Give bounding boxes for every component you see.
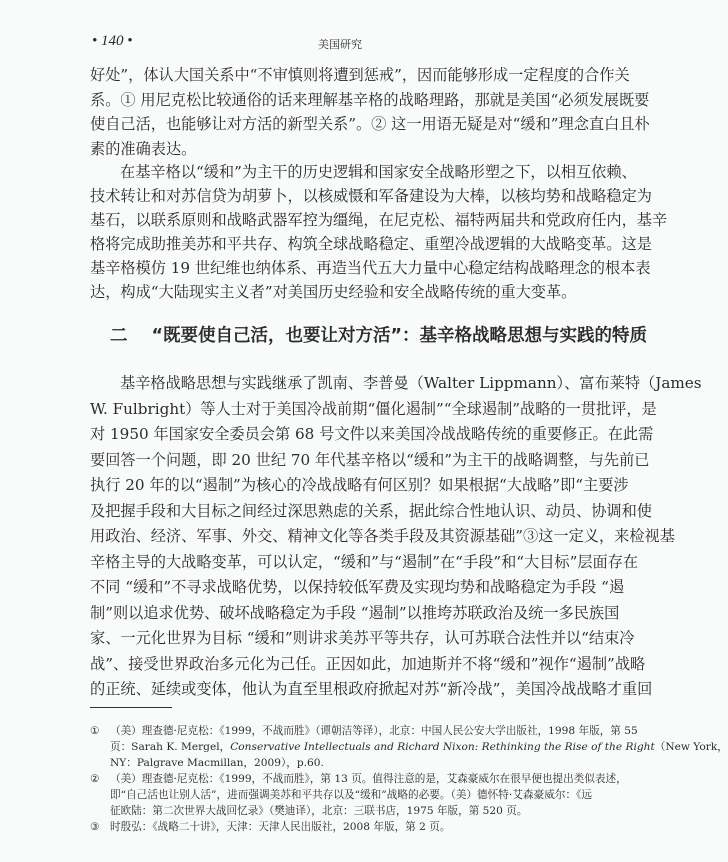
footnote-divider [90, 707, 172, 708]
text-line: 执行 20 年的以“遏制”为核心的冷战战略有何区别？如果根据“大战略”即“主要涉 [90, 476, 629, 494]
text-line: 好处”，体认大国关系中“不审慎则将遭到惩戒”，因而能够形成一定程度的合作关 [90, 66, 630, 84]
text-line: 基辛格模仿 19 世纪维也纳体系、再造当代五大力量中心稳定结构战略理念的根本表 [90, 259, 651, 277]
text-line: 在基辛格以“缓和”为主干的历史逻辑和国家安全战略形塑之下，以相互依赖、 [120, 163, 637, 181]
footnote-mark: ② [90, 773, 100, 785]
citation-text: 页：Sarah K. Mergel， [110, 741, 231, 753]
text-line: 系。① 用尼克松比较通俗的话来理解基辛格的战略理路，那就是美国“必须发展既要 [90, 90, 650, 109]
text-line: 制”则以追求优势、破坏战略稳定为手段 “遏制”以推垮苏联政治及统一多民族国 [90, 603, 620, 622]
footnote-row [90, 755, 592, 771]
footnote-row [90, 819, 592, 835]
text-line: 用政治、经济、军事、外交、精神文化等各类手段及其资源基础”③这一定义，来检视基 [90, 527, 675, 545]
text-line: 家、一元化世界为目标 “缓和”则讲求美苏平等共存，认可苏联合法性并以“结束冷 [90, 629, 635, 647]
text-line: 达，构成“大陆现实主义者”对美国历史经验和安全战略传统的重大变革。 [90, 283, 577, 301]
footnote-line: （美）理查德·尼克松：《1999，不战而胜》（谭朝洁等译），北京：中国人民公安大学出版社，1998 年版，第 55 [110, 725, 638, 737]
footnote-mark: ① [90, 725, 100, 737]
footnote-row [90, 739, 728, 755]
section-heading [110, 322, 647, 350]
paragraph-3 [90, 371, 702, 703]
footnote-line: （美）理查德·尼克松：《1999，不战而胜》，第 13 页。值得注意的是，艾森豪威尔在很早便也提出类似表述， [110, 773, 627, 785]
text-line: 不同 “缓和”不寻求战略优势，以保持较低军费及实现均势和战略稳定为手段 “遏 [90, 578, 625, 596]
footnote-row [90, 771, 627, 787]
text-line: 基辛格战略思想与实践继承了凯南、李普曼（Walter Lippmann）、富布莱特（James [120, 374, 702, 392]
citation-text: （New York， [654, 741, 728, 753]
paragraph-2 [90, 160, 668, 304]
text-line: 基石，以联系原则和战略武器军控为缰绳，在尼克松、福特两届共和党政府任内，基辛 [90, 211, 668, 229]
page-number: • 140 • [92, 33, 133, 49]
footnote-line: 即“自己活也让别人活”，进而强调美苏和平共存以及“缓和”战略的必要。（美）德怀特·艾森豪威尔：《远 [110, 789, 592, 801]
text-line: 技术转让和对苏信贷为胡萝卜，以核威慑和军备建设为大棒，以核均势和战略稳定为 [90, 187, 652, 205]
section-title: “既要使自己活，也要让对方活”：基辛格战略思想与实践的特质 [151, 326, 648, 346]
footnote-row [90, 723, 638, 739]
text-line: 素的准确表达。 [90, 139, 197, 158]
footnotes [90, 723, 728, 835]
text-line: W. Fulbright）等人士对于美国冷战前期“僵化遏制”“全球遏制”战略的一贯批评，是 [90, 399, 657, 418]
text-line: 及把握手段和大目标之间经过深思熟虑的关系，据此综合性地认识、动员、协调和使 [90, 501, 652, 520]
footnote-line: 征欧陆：第二次世界大战回忆录》（樊迪译），北京：三联书店，1975 年版，第 520 页。 [110, 805, 528, 817]
text-line: 格将完成助推美苏和平共存、构筑全球战略稳定、重塑冷战逻辑的大战略变革。这是 [90, 235, 652, 253]
footnote-line: 时殷弘：《战略二十讲》，天津：天津人民出版社，2008 年版，第 2 页。 [110, 821, 451, 833]
paragraph-1 [90, 63, 650, 161]
footnote-row [90, 787, 592, 803]
footnote-mark: ③ [90, 821, 100, 833]
footnote-row [90, 803, 592, 819]
text-line: 辛格主导的大战略变革，可以认定，“缓和”与“遏制”在“手段”和“大目标”层面存在 [90, 552, 639, 571]
book-title: Conservative Intellectuals and Richard Nixon: Rethinking the Rise of the Right [230, 741, 655, 753]
footnote-line: NY：Palgrave Macmillan，2009），p.60. [110, 757, 324, 769]
section-number: 二 [110, 326, 128, 346]
text-line: 的正统、延续或变体，他认为直至里根政府掀起对苏“新冷战”，美国冷战战略才重回 [90, 680, 653, 698]
footnote-line [110, 739, 728, 755]
text-line: 对 1950 年国家安全委员会第 68 号文件以来美国冷战战略传统的重要修正。在此需 [90, 425, 654, 443]
text-line: 要回答一个问题，即 20 世纪 70 年代基辛格以“缓和”为主干的战略调整，与先前已 [90, 450, 650, 469]
text-line: 使自己活，也能够让对方活的新型关系”。② 这一用语无疑是对“缓和”理念直白且朴 [90, 115, 650, 133]
journal-title: 美国研究 [318, 38, 362, 51]
text-line: 战”、接受世界政治多元化为己任。正因如此，加迪斯并不将“缓和”视作“遏制”战略 [90, 654, 646, 673]
